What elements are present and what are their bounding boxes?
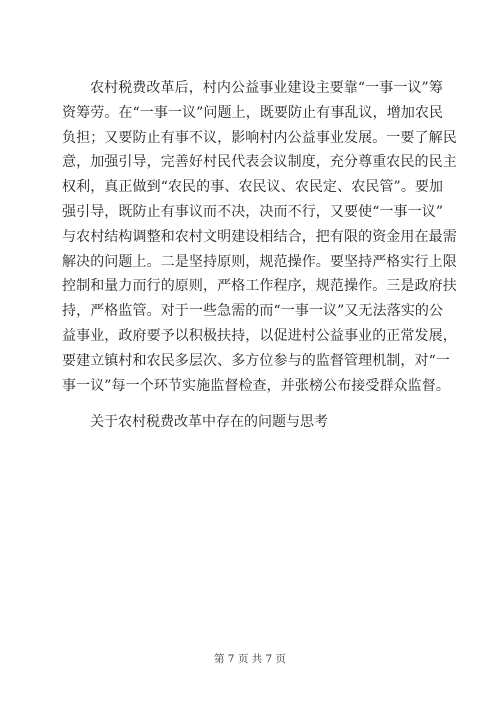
paragraph-line: 持，严格监管。对于一些急需的而“一事一议”又无法落实的公 bbox=[62, 303, 444, 320]
paragraph-line-text: 农村税费改革后，村内公益事业建设主要靠“一事一议”筹 bbox=[90, 80, 443, 96]
paragraph-line: 益事业，政府要予以积极扶持，以促进村公益事业的正常发展， bbox=[62, 327, 457, 344]
paragraph-line: 强引导，既防止有事议而不决，决而不行，又要使“一事一议” bbox=[62, 203, 444, 220]
page-footer bbox=[0, 651, 500, 666]
closing-title-text: 关于农村税费改革中存在的问题与思考 bbox=[90, 414, 328, 430]
paragraph-line: 与农村结构调整和农村文明建设相结合，把有限的资金用在最需 bbox=[62, 228, 457, 245]
paragraph-line: 负担；又要防止有事不议，影响村内公益事业发展。一要了解民 bbox=[62, 129, 457, 146]
paragraph-line: 意，加强引导，完善好村民代表会议制度，充分尊重农民的民主 bbox=[62, 154, 457, 171]
paragraph-line: 事一议”每一个环节实施监督检查，并张榜公布接受群众监督。 bbox=[62, 377, 450, 394]
paragraph-line bbox=[90, 76, 443, 101]
page-number: 第 7 页 共 7 页 bbox=[213, 653, 287, 665]
body-paragraph bbox=[62, 76, 457, 398]
paragraph-line: 解决的问题上。二是坚持原则，规范操作。要坚持严格实行上限 bbox=[62, 253, 457, 270]
paragraph-line: 权利，真正做到“农民的事、农民议、农民定、农民管”。要加 bbox=[62, 179, 444, 196]
paragraph-line: 资筹劳。在“一事一议”问题上，既要防止有事乱议，增加农民 bbox=[62, 104, 444, 121]
paragraph-line: 控制和量力而行的原则，严格工作程序，规范操作。三是政府扶 bbox=[62, 278, 457, 295]
closing-title bbox=[90, 410, 426, 435]
paragraph-line: 要建立镇村和农民多层次、多方位参与的监督管理机制，对“一 bbox=[62, 352, 450, 369]
